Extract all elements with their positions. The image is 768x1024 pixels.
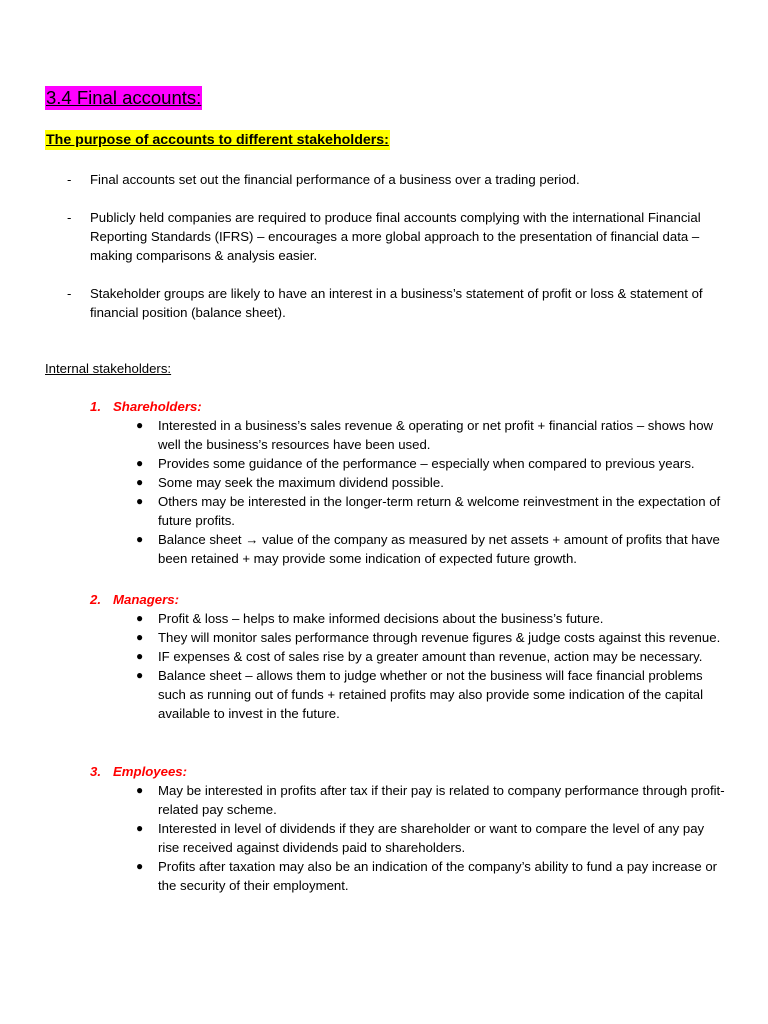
bullet-item <box>136 492 726 530</box>
bullet-text: Interested in level of dividends if they are shareholder or want to compare the level of any pay rise received against dividends paid to shareholders. <box>158 821 705 855</box>
group-heading-text: Managers: <box>113 592 179 607</box>
group-heading-text: Shareholders: <box>113 399 202 414</box>
bullet-icon: ● <box>136 668 144 682</box>
page-title: 3.4 Final accounts: <box>46 87 202 108</box>
bullet-text: Profit & loss – helps to make informed decisions about the business’s future. <box>158 611 604 626</box>
bullet-icon: ● <box>136 532 144 546</box>
bullet-text: Some may seek the maximum dividend possible. <box>158 475 444 490</box>
bullet-item <box>136 473 726 492</box>
bullet-text: Profits after taxation may also be an indication of the company’s ability to fund a pay increase or the security of their employment. <box>158 859 718 893</box>
group-number: 2. <box>90 592 101 607</box>
bullet-text: IF expenses & cost of sales rise by a greater amount than revenue, action may be necessary. <box>158 649 703 664</box>
bullet-text: Balance sheet → value of the company as measured by net assets + amount of profits that have been retained + may provide some indication of expected future growth. <box>158 532 720 566</box>
intro-item-text: Final accounts set out the financial performance of a business over a trading period. <box>90 172 580 187</box>
page-subtitle: The purpose of accounts to different stakeholders: <box>46 132 389 148</box>
intro-item <box>67 208 727 265</box>
bullet-item <box>136 628 726 647</box>
bullet-icon: ● <box>136 456 144 470</box>
bullet-icon: ● <box>136 783 144 797</box>
bullet-icon: ● <box>136 475 144 489</box>
bullet-icon: ● <box>136 418 144 432</box>
group-number: 3. <box>90 764 101 779</box>
bullet-item <box>136 454 726 473</box>
bullet-text: Provides some guidance of the performance – especially when compared to previous years. <box>158 456 695 471</box>
bullet-icon: ● <box>136 494 144 508</box>
bullet-text: Others may be interested in the longer-term return & welcome reinvestment in the expectation of future profits. <box>158 494 721 528</box>
intro-item <box>67 284 727 322</box>
intro-item <box>67 170 727 189</box>
dash-marker: - <box>67 286 72 301</box>
bullet-item <box>136 609 726 628</box>
bullet-icon: ● <box>136 649 144 663</box>
bullet-item <box>136 530 726 568</box>
dash-marker: - <box>67 172 72 187</box>
bullet-icon: ● <box>136 859 144 873</box>
group-heading <box>90 397 202 416</box>
group-heading-text: Employees: <box>113 764 188 779</box>
intro-item-text: Publicly held companies are required to produce final accounts complying with the international Financial Reporting Standards (IFRS) – encourages a more global approach to the presentation of financial data – making comparisons & analysis easier. <box>90 210 701 263</box>
bullet-icon: ● <box>136 611 144 625</box>
bullet-text: They will monitor sales performance through revenue figures & judge costs against this revenue. <box>158 630 721 645</box>
bullet-item <box>136 781 726 819</box>
bullet-list <box>136 609 726 723</box>
group-heading <box>90 762 187 781</box>
bullet-icon: ● <box>136 630 144 644</box>
bullet-item <box>136 857 726 895</box>
bullet-list <box>136 416 726 568</box>
bullet-item <box>136 819 726 857</box>
intro-item-text: Stakeholder groups are likely to have an interest in a business’s statement of profit or loss & statement of financial position (balance sheet). <box>90 286 703 320</box>
group-number: 1. <box>90 399 101 414</box>
bullet-text: Interested in a business’s sales revenue & operating or net profit + financial ratios – shows how well the business’s resources have been used. <box>158 418 714 452</box>
bullet-item <box>136 647 726 666</box>
bullet-text: May be interested in profits after tax if their pay is related to company performance through profit-related pay scheme. <box>158 783 725 817</box>
bullet-icon: ● <box>136 821 144 835</box>
bullet-list <box>136 781 726 895</box>
bullet-item <box>136 666 726 723</box>
bullet-item <box>136 416 726 454</box>
dash-marker: - <box>67 210 72 225</box>
group-heading <box>90 590 179 609</box>
bullet-text: Balance sheet – allows them to judge whether or not the business will face financial problems such as running out of funds + retained profits may also provide some indication of the capital available to invest in the future. <box>158 668 704 721</box>
section-label: Internal stakeholders: <box>45 361 172 376</box>
